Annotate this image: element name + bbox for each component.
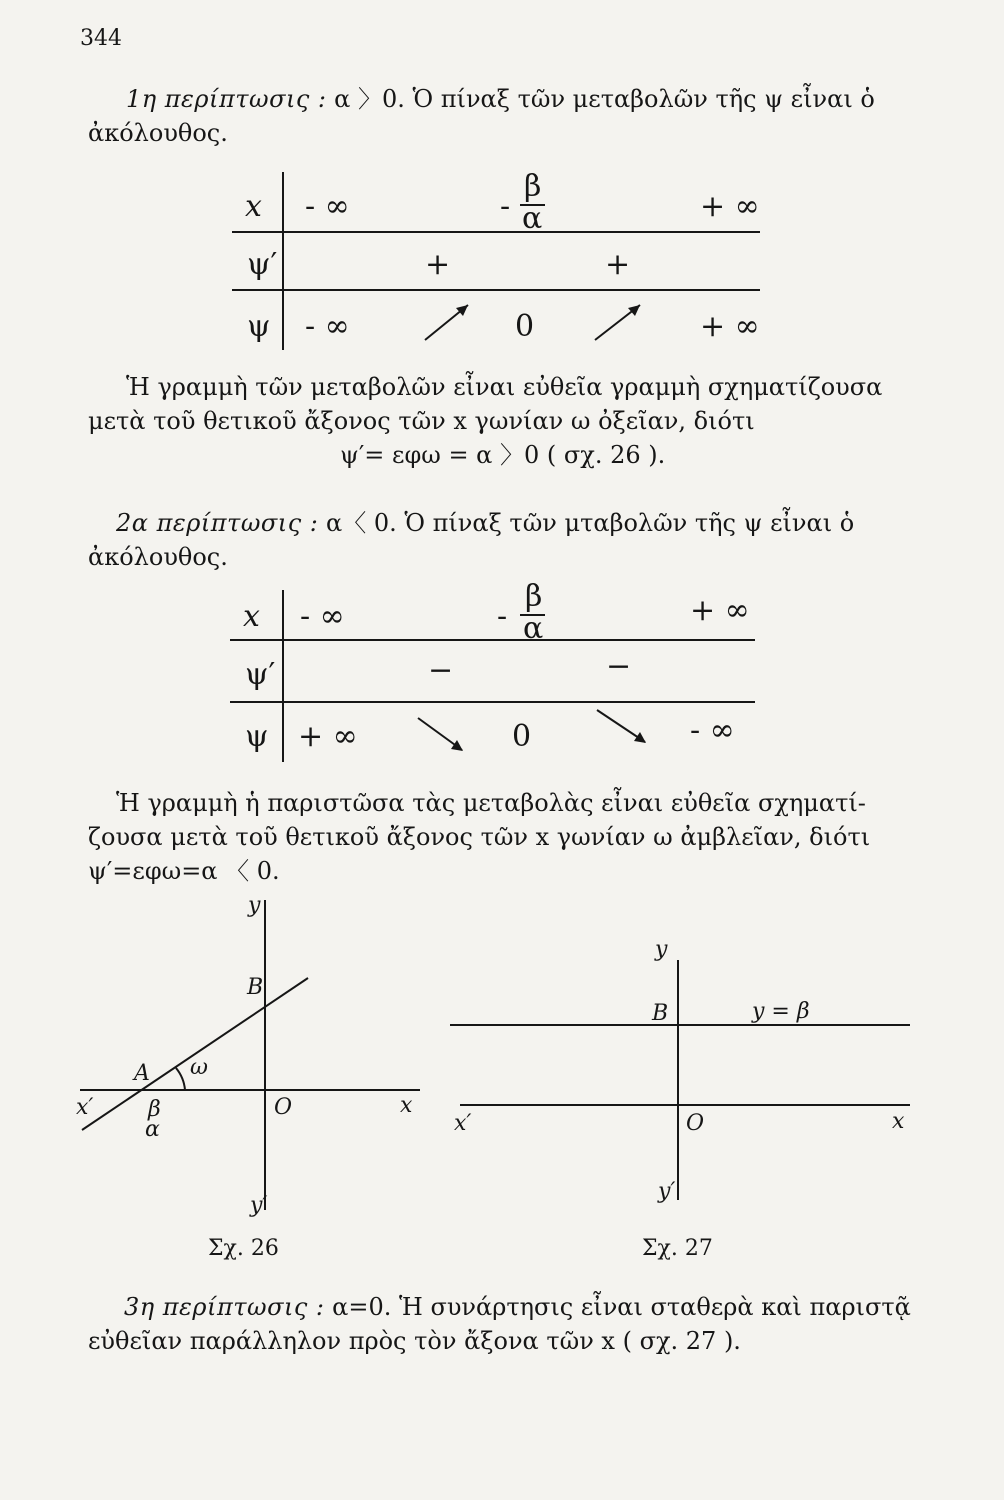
case2-label: 2α περίπτωσις : [116,509,319,537]
fig26-label-x: x [400,1093,413,1118]
fig26-label-b: B [247,975,264,1000]
table2-frac-num: β [525,580,543,614]
case1-paragraph [88,82,930,150]
case2-explanation [88,786,930,888]
case3-label: 3η περίπτωσις : [124,1293,325,1321]
fig27-label-x-prime: x′ [454,1111,472,1136]
table2-psi-label: ψ [245,719,269,754]
table2-psi-minus-inf: - ∞ [690,713,735,748]
fig26-label-a: A [134,1061,150,1086]
table2-psi-zero: 0 [512,719,532,754]
table2-psi-plus-inf: + ∞ [298,719,358,754]
table2-x-label: x [243,599,260,634]
fig27-label-origin: O [686,1111,705,1136]
case1-explanation-line2: μετὰ τοῦ θετικοῦ ἄξονος τῶν x γωνίαν ω ὀξεῖαν, διότι [88,407,755,435]
fig27-caption: Σχ. 27 [642,1236,713,1261]
fig26-label-beta: β [148,1097,161,1122]
table1-dpsi-label: ψ′ [247,247,278,282]
case1-label: 1η περίπτωσις : [126,85,327,113]
table2-dpsi-sign1: − [428,653,454,688]
fig26-label-x-prime: x′ [76,1095,94,1120]
case2-text-line1: α〈 0. Ὁ πίναξ τῶν μταβολῶν τῆς ψ εἶναι ὁ [318,509,855,537]
fig26-label-y-prime: y′ [250,1193,268,1218]
table1-x-minus-inf: - ∞ [305,189,350,224]
page-number: 344 [80,26,122,51]
table1-frac-sign: - [500,189,511,224]
variation-table-1 [0,160,1004,360]
case3-paragraph [88,1290,930,1358]
table2-dpsi-sign2: − [606,649,632,684]
fig27-label-equation: y = β [752,999,810,1024]
case3-text-line1: α=0. Ἡ συνάρτησις εἶναι σταθερὰ καὶ παριστᾷ [324,1293,911,1321]
case1-text-line2: ἀκόλουθος. [88,119,228,147]
table2-frac-sign: - [497,599,508,634]
table2-x-plus-inf: + ∞ [690,593,750,628]
table1-psi-label: ψ [247,309,271,344]
table2-x-minus-inf: - ∞ [300,599,345,634]
case2-text-line2: ἀκόλουθος. [88,543,228,571]
figure-27 [440,930,930,1220]
case1-text-line1: α 〉0. Ὁ πίναξ τῶν μεταβολῶν τῆς ψ εἶναι ὁ [326,85,875,113]
case1-explanation-line1: Ἡ γραμμὴ τῶν μεταβολῶν εἶναι εὐθεῖα γραμμὴ σχηματίζουσα [126,373,883,401]
table2-frac-den: α [523,611,544,646]
table2-dpsi-label: ψ′ [245,657,276,692]
fig26-caption: Σχ. 26 [208,1236,279,1261]
fig26-angle-arc [176,1068,185,1090]
fig26-label-omega: ω [190,1055,208,1080]
figure-26 [60,890,440,1230]
table1-psi-zero: 0 [515,309,535,344]
table1-psi-minus-inf: - ∞ [305,309,350,344]
fig27-label-y-prime: y′ [658,1179,676,1204]
table2-arrowhead-1 [451,740,463,751]
table1-dpsi-sign1: + [425,247,451,282]
table1-x-label: x [245,189,262,224]
table1-dpsi-sign2: + [605,247,631,282]
table1-x-plus-inf: + ∞ [700,189,760,224]
case1-explanation [88,370,930,472]
fig27-label-b: B [652,1001,669,1026]
variation-table-2 [0,580,1004,770]
table1-arrowhead-2 [628,305,640,316]
case1-formula: ψ′= εφω = α 〉0 ( σχ. 26 ). [340,441,666,469]
case2-explanation-line3: ψ′=εφω=α 〈 0. [88,857,280,885]
fig27-label-y: y [655,937,668,962]
case2-explanation-line1: Ἡ γραμμὴ ἡ παριστῶσα τὰς μεταβολὰς εἶναι εὐθεῖα σχηματί- [116,789,866,817]
table1-psi-plus-inf: + ∞ [700,309,760,344]
fig26-label-alpha: α [145,1117,160,1142]
fig26-label-y: y [248,893,261,918]
case2-explanation-line2: ζουσα μετὰ τοῦ θετικοῦ ἄξονος τῶν x γωνίαν ω ἀμβλεῖαν, διότι [88,823,871,851]
table2-arrowhead-2 [634,732,646,743]
table1-frac-den: α [522,201,543,236]
fig26-label-origin: O [274,1095,293,1120]
case2-paragraph [88,506,930,574]
table1-frac-num: β [524,169,542,204]
fig27-label-x: x [892,1109,905,1134]
case3-text-line2: εὐθεῖαν παράλληλον πρὸς τὸν ἄξονα τῶν x ( σχ. 27 ). [88,1327,741,1355]
